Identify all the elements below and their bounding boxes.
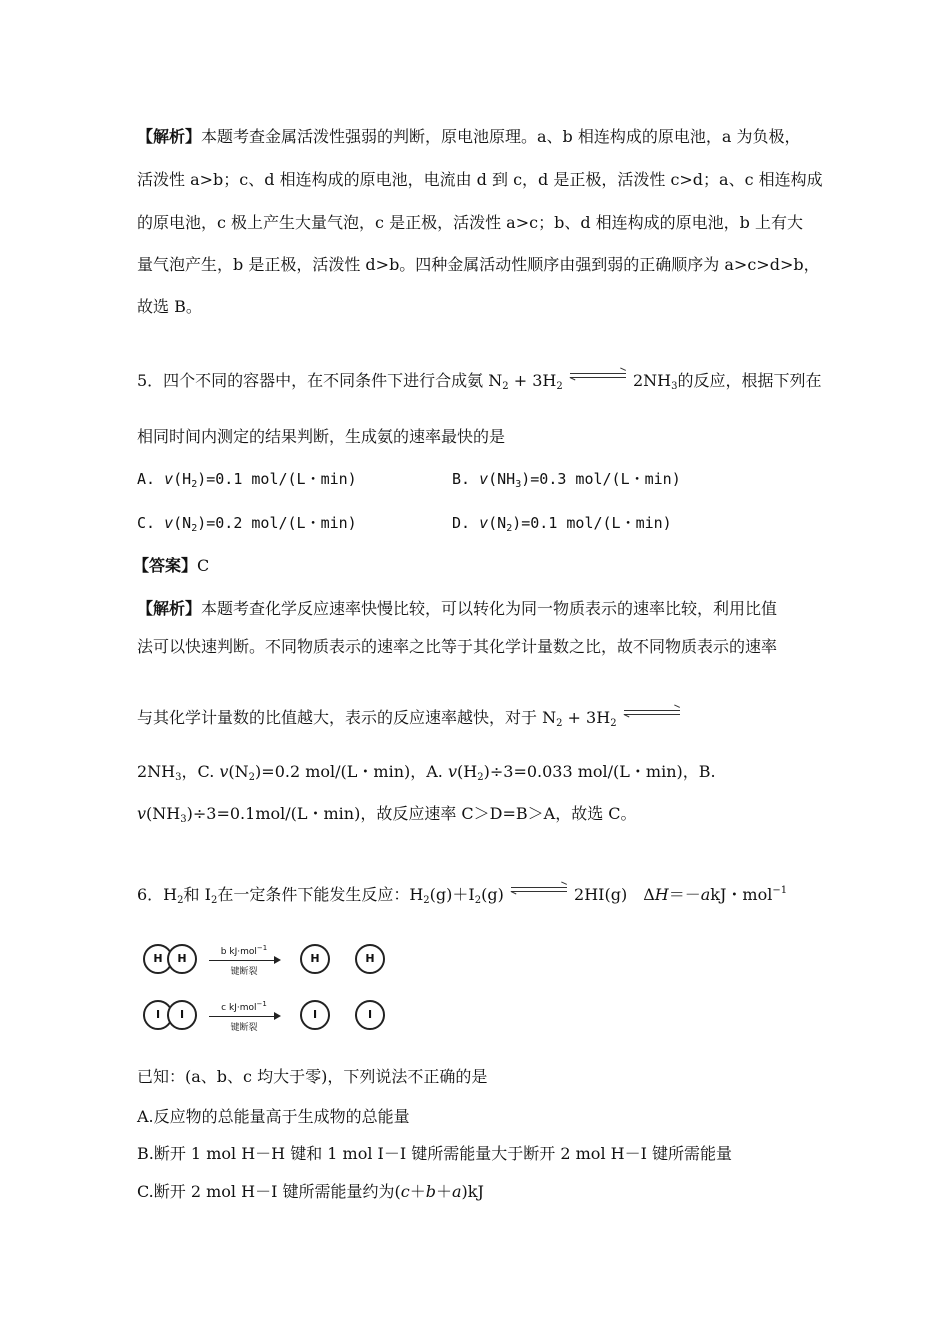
q5-stem-line-1: 5．四个不同的容器中，在不同条件下进行合成氨 $N_2 + 3H_2$ $2NH_3$的反应，根据下列在 — [137, 370, 821, 398]
analysis-label: 【解析】 — [137, 599, 202, 618]
bond-break-diagram — [137, 940, 397, 1040]
bond-break-label: 键断裂 — [230, 967, 258, 977]
text: 和 I — [183, 885, 211, 904]
text: kJ・mol — [710, 885, 773, 904]
q5-option-d: D. $v(N_2)=0.1$ mol/(L・min) — [452, 514, 672, 534]
q6-stem: 6．$H_2$和 $I_2$在一定条件下能发生反应：$H_2(g)+I_2(g)$ 2HI(g) ΔH＝－akJ・mol$^{-1}$ — [137, 880, 787, 912]
text: =0.1 mol/(L・min) — [521, 514, 672, 532]
text: 6．H — [137, 885, 178, 904]
q5-analysis-line-1 — [137, 598, 777, 620]
text: ÷3=0.1mol/(L・min)，故反应速率 C＞D=B＞A，故选 C。 — [192, 804, 637, 823]
h-atom-icon: H — [143, 944, 173, 974]
bond-break-label: 键断裂 — [230, 1023, 258, 1033]
q4-analysis-line-4: 量气泡产生，b 是正极，活泼性 d>b。四种金属活动性顺序由强到弱的正确顺序为 a>c>d>b， — [137, 255, 820, 274]
answer-label: 【答案】 — [133, 556, 198, 575]
text: + 3H — [508, 371, 557, 390]
i-atom-icon: I — [355, 1000, 385, 1030]
text: (g) — [481, 885, 504, 904]
text: −1 — [256, 944, 268, 952]
hh-bond-energy-label — [209, 944, 279, 957]
text: 本题考查金属活泼性强弱的判断，原电池原理。a、b 相连构成的原电池，a 为负极， — [201, 127, 801, 146]
text: ÷3=0.033 mol/(L・min)，B. — [489, 762, 716, 781]
equilibrium-arrow-icon — [624, 709, 680, 719]
text: =0.2 mol/(L・min)，A. — [261, 762, 448, 781]
q4-analysis-line-3: 的原电池，c 极上产生大量气泡，c 是正极，活泼性 a>c；b、d 相连构成的原电池，b 上有大 — [137, 213, 803, 232]
text: )kJ — [461, 1182, 484, 1201]
i-atom-icon: I — [167, 1000, 197, 1030]
q4-analysis-line-5: 故选 B。 — [137, 297, 202, 316]
q5-stem-line-2: 相同时间内测定的结果判断，生成氨的速率最快的是 — [137, 427, 506, 446]
q4-analysis-line-1 — [137, 126, 801, 148]
q6-option-a: A.反应物的总能量高于生成物的总能量 — [137, 1107, 410, 1126]
equilibrium-arrow-icon — [570, 372, 626, 382]
q5-analysis-line-2: 法可以快速判断。不同物质表示的速率之比等于其化学计量数之比，故不同物质表示的速率 — [137, 637, 778, 656]
arrow-head-icon — [274, 1012, 281, 1020]
text: =0.3 mol/(L・min) — [530, 470, 681, 488]
text: 5．四个不同的容器中，在不同条件下进行合成氨 N — [137, 371, 503, 390]
text: 在一定条件下能发生反应：H — [217, 885, 424, 904]
text: C.断开 2 mol H－I 键所需能量约为( — [137, 1182, 401, 1201]
q5-option-a: A. $v(H_2)=0.1$ mol/(L・min) — [137, 470, 357, 490]
text: 与其化学计量数的比值越大，表示的反应速率越快，对于 N — [137, 708, 557, 727]
h-atom-icon: H — [355, 944, 385, 974]
text: b kJ·mol — [220, 947, 257, 957]
analysis-label: 【解析】 — [137, 127, 202, 146]
text: 2NH — [632, 371, 672, 390]
i-atom-icon: I — [143, 1000, 173, 1030]
text: 本题考查化学反应速率快慢比较，可以转化为同一物质表示的速率比较，利用比值 — [201, 599, 778, 618]
q6-option-c: C.断开 2 mol H－I 键所需能量约为(c＋b＋a)kJ — [137, 1182, 484, 1201]
h-atom-icon: H — [300, 944, 330, 974]
text: (g)＋I — [429, 885, 475, 904]
arrow-icon — [209, 960, 277, 961]
text: =0.1 mol/(L・min) — [206, 470, 357, 488]
equilibrium-arrow-icon — [511, 886, 567, 896]
q5-analysis-line-3: 与其化学计量数的比值越大，表示的反应速率越快，对于 $N_2 + 3H_2$ — [137, 707, 682, 735]
q6-known: 已知：(a、b、c 均大于零)，下列说法不正确的是 — [137, 1067, 488, 1086]
ii-bond-energy-label — [209, 1000, 279, 1013]
q5-analysis-line-5: $v(NH_3)\div 3=0.1mol/(L$・min)，故反应速率 C＞D=B＞A，故选 C。 — [137, 804, 637, 825]
answer-value: C — [197, 556, 210, 575]
arrow-head-icon — [274, 956, 281, 964]
q6-option-b: B.断开 1 mol H－H 键和 1 mol I－I 键所需能量大于断开 2 mol H－I 键所需能量 — [137, 1144, 733, 1163]
h-atom-icon: H — [167, 944, 197, 974]
text: 的反应，根据下列在 — [677, 371, 822, 390]
text: c kJ·mol — [221, 1003, 257, 1013]
i-atom-icon: I — [300, 1000, 330, 1030]
q5-option-c: C. $v(N_2)=0.2$ mol/(L・min) — [137, 514, 357, 534]
q4-analysis-line-2: 活泼性 a>b；c、d 相连构成的原电池，电流由 d 到 c，d 是正极，活泼性 c>d；a、c 相连构成 — [137, 170, 823, 189]
q5-answer — [133, 555, 209, 577]
text: ＝－ — [668, 885, 701, 904]
q5-analysis-line-4: $2NH_3$，C. $v(N_2)=0.2$ mol/(L・min)，A. $v(H_2)\div 3=0.033$ mol/(L・min)，B. — [137, 762, 716, 783]
text: =0.2 mol/(L・min) — [206, 514, 357, 532]
text: −1 — [256, 1000, 267, 1008]
q5-option-b: B. $v(NH_3)=0.3$ mol/(L・min) — [452, 470, 681, 490]
arrow-icon — [209, 1016, 277, 1017]
text: 2HI(g) Δ — [574, 885, 655, 904]
